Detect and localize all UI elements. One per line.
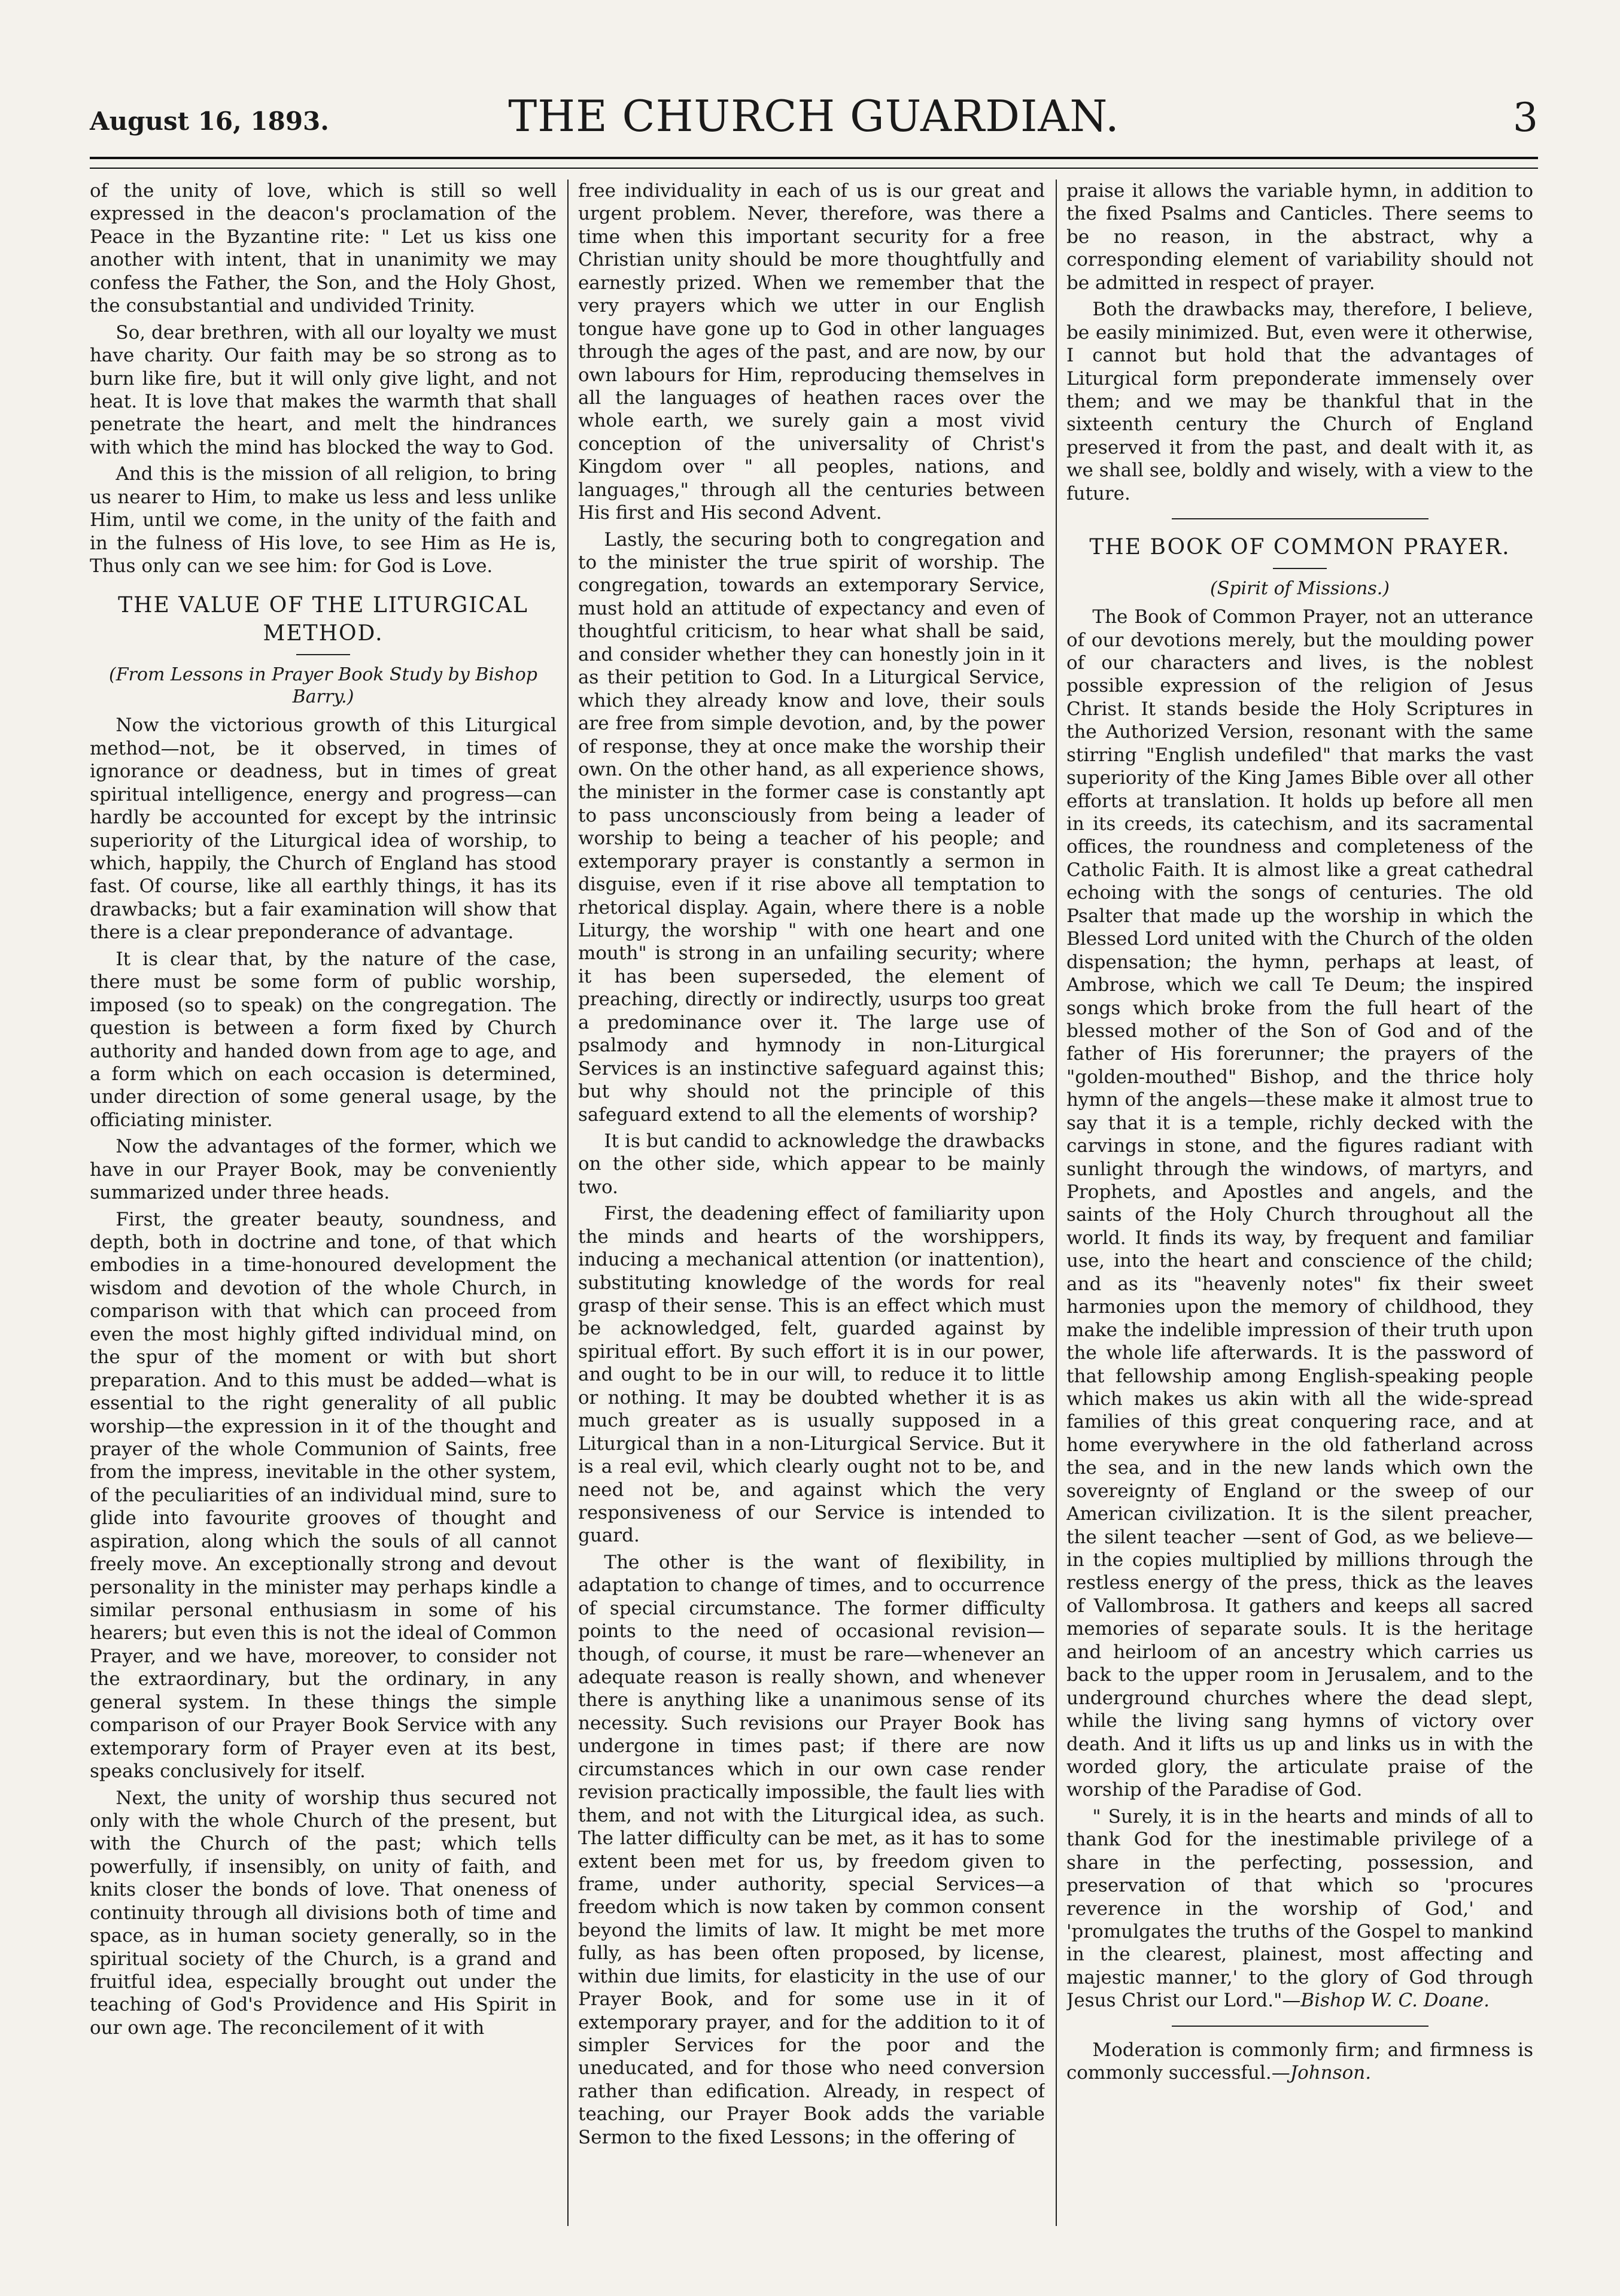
column-1 xyxy=(90,180,557,2238)
quote-attribution: Bishop W. C. Doane. xyxy=(1300,1990,1490,2012)
paragraph: The other is the want of flexibility, in adaptation to change of times, and to occurrence of special circumstance. The former difficulty points to the need of occasional revision—though, of course, it must be rare—whenever an adequate reason is really shown, and whenever there is anything like a unanimous sense of its necessity. Such revisions our Prayer Book has undergone in times past; if there are now circumstances which in our own case render revision practically impossible, the fault lies with them, and not with the Liturgical idea, as such. The latter difficulty can be met, as it has to some extent been met for us, by freedom given to frame, under authority, special Services—a freedom which is now taken by common consent beyond the limits of law. It might be met more fully, as has been often proposed, by license, within due limits, for elasticity in the use of our Prayer Book, and for some use in it of extemporary prayer, and for the addition to it of simpler Services for the poor and the uneducated, and for those who need conversion rather than edification. Already, in respect of teaching, our Prayer Book adds the variable Sermon to the fixed Lessons; in the offering of xyxy=(578,1551,1045,2148)
paragraph: First, the deadening effect of familiarity upon the minds and hearts of the worshippers, inducing a mechanical attention (or inattention), substituting knowledge of the words for real grasp of their sense. This is an effect which must be acknowledged, felt, guarded against by spiritual effort. By such effort it is in our power, and ought to be in our will, to reduce it to little or nothing. It may be doubted whether it is as much greater as is usually supposed in a Liturgical than in a non-Liturgical Service. But it is a real evil, which clearly ought not to be, and need not be, and against which the very responsiveness of our Service is intended to guard. xyxy=(578,1203,1045,1547)
column-2 xyxy=(578,180,1045,2238)
paragraph: It is but candid to acknowledge the drawbacks on the other side, which appear to be mainly two. xyxy=(578,1130,1045,1198)
paragraph xyxy=(1066,1805,1533,2012)
paragraph: First, the greater beauty, soundness, and depth, both in doctrine and tone, of that which embodies in a time-honoured development the wisdom and devotion of the whole Church, in comparison with that which can proceed from even the most highly gifted individual mind, on the spur of the moment or with but short preparation. And to this must be added—what is essential to the right generality of all public worship—the expression in it of the thought and prayer of the whole Communion of Saints, free from the impress, inevitable in the other system, of the peculiarities of an individual mind, sure to glide into favourite grooves of thought and aspiration, along which the souls of all cannot freely move. An exceptionally strong and devout personality in the minister may perhaps kindle a similar personal enthusiasm in some of his hearers; but even this is not the ideal of Common Prayer, and we have, moreover, to consider not the extraordinary, but the ordinary, in any general system. In these things the simple comparison of our Prayer Book Service with any extemporary form of Prayer even at its best, speaks conclusively for itself. xyxy=(90,1208,557,1783)
heading-rule xyxy=(296,654,350,655)
article-columns xyxy=(90,180,1538,2238)
issue-date: August 16, 1893. xyxy=(90,107,329,136)
section-rule xyxy=(1172,518,1428,519)
newspaper-title: THE CHURCH GUARDIAN. xyxy=(508,91,1120,141)
masthead xyxy=(90,90,1538,150)
paragraph: It is clear that, by the nature of the case, there must be some form of public worship, imposed (so to speak) on the congregation. The question is between a form fixed by Church authority and handed down from age to age, and a form which on each occasion is determined, under direction of some general usage, by the officiating minister. xyxy=(90,948,557,1131)
paragraph: Lastly, the securing both to congregation and to the minister the true spirit of worship. The congregation, towards an extemporary Service, must hold an attitude of expectancy and even of thoughtful criticism, to hear what shall be said, and consider whether they can honestly join in it as their petition to God. In a Liturgical Service, which they already know and love, their souls are free from simple devotion, and, by the power of response, they at once make the worship their own. On the other hand, as all experience shows, the minister in the former case is constantly apt to pass unconsciously from being a leader of worship to being a teacher of his people; and extemporary prayer is constantly a sermon in disguise, even if it rise above all temptation to rhetorical display. Again, where there is a noble Liturgy, the worship " with one heart and one mouth" is strong in an unfailing security; where it has been superseded, the element of preaching, directly or indirectly, usurps too great a predominance over it. The large use of psalmody and hymnody in non-Liturgical Services is an instinctive safeguard against this; but why should not the principle of this safeguard extend to all the elements of worship? xyxy=(578,528,1045,1126)
column-3 xyxy=(1066,180,1533,2238)
paragraph: Now the victorious growth of this Liturgical method—not, be it observed, in times of ignorance or deadness, but in times of great spiritual intelligence, energy and progress—can hardly be accounted for except by the intrinsic superiority of the Liturgical idea of worship, to which, happily, the Church of England has stood fast. Of course, like all earthly things, it has its drawbacks; but a fair examination will show that there is a clear preponderance of advantage. xyxy=(90,714,557,944)
paragraph: free individuality in each of us is our great and urgent problem. Never, therefore, was there a time when this important security for a free Christian unity should be more thoughtfully and earnestly prized. When we remember that the very prayers which we utter in our English tongue have gone up to God in other languages through the ages of the past, and are now, by our own labours for Him, reproducing themselves in all the languages of heathen races over the whole earth, we surely gain a most vivid conception of the universality of Christ's Kingdom over " all peoples, nations, and languages," through all the centuries between His first and His second Advent. xyxy=(578,180,1045,524)
paragraph: of the unity of love, which is still so well expressed in the deacon's proclamation of the Peace in the Byzantine rite: " Let us kiss one another with intent, that in unanimity we may confess the Father, the Son, and the Holy Ghost, the consubstantial and undivided Trinity. xyxy=(90,180,557,317)
paragraph: The Book of Common Prayer, not an utterance of our devotions merely, but the moulding power of our characters and lives, is the noblest possible expression of the religion of Jesus Christ. It stands beside the Holy Scriptures in the Authorized Version, resonant with the same stirring "English undefiled" that marks the vast superiority of the King James Bible over all other efforts at translation. It holds up before all men in its creeds, its catechism, and its sacramental offices, the roundness and completeness of the Catholic Faith. It is almost like a great cathedral echoing with the songs of centuries. The old Psalter that made up the worship in which the Blessed Lord united with the Church of the olden dispensation; the hymn, perhaps at least, of Ambrose, which we call Te Deum; the inspired songs which broke from the full heart of the blessed mother of the Son of God and of the father of His forerunner; the prayers of the "golden-mouthed" Bishop, and the thrice holy hymn of the angels—these make it almost true to say that it is a temple, richly decked with the carvings in stone, and the figures radiant with sunlight through the windows, of martyrs, and Prophets, and Apostles and angels, and the saints of the Holy Church throughout all the world. It finds its way, by frequent and familiar use, into the heart and conscience of the child; and as its "heavenly notes" fix their sweet harmonies upon the memory of childhood, they make the indelible impression of their truth upon the whole life afterwards. It is the password of that fellowship among English-speaking people which makes us akin with all the wide-spread families of this great conquering race, and at home everywhere in the old fatherland across the sea, and in the new lands which own the sovereignty of England or the sweep of our American civilization. It is the silent preacher, the silent teacher —sent of God, as we believe—in the copies multiplied by millions through the restless energy of the press, thick as the leaves of Vallombrosa. It gathers and keeps all sacred memories of separate souls. It is the heritage and heirloom of an ancestry which carries us back to the upper room in Jerusalem, and to the underground churches where the dead slept, while the living sang hymns of victory over death. And it lifts us up and links us in with the worded glory, the articulate praise of the worship of the Paradise of God. xyxy=(1066,606,1533,1801)
motto xyxy=(1066,2039,1533,2085)
article-source: (From Lessons in Prayer Book Study by Bishop Barry.) xyxy=(109,664,537,708)
masthead-rule xyxy=(90,157,1538,169)
paragraph: Both the drawbacks may, therefore, I believe, be easily minimized. But, even were it otherwise, I cannot but hold that the advantages of Liturgical form preponderate immensely over them; and we may be thankful that in the sixteenth century the Church of England preserved it from the past, and dealt with it, as we shall see, boldly and wisely, with a view to the future. xyxy=(1066,299,1533,504)
section-rule xyxy=(1172,2026,1428,2027)
paragraph: So, dear brethren, with all our loyalty we must have charity. Our faith may be so strong as to burn like fire, but it will only give light, and not heat. It is love that makes the warmth that shall penetrate the heart, and melt the hindrances with which the mind has blocked the way to God. xyxy=(90,321,557,458)
article-heading: THE BOOK OF COMMON PRAYER. xyxy=(1089,535,1510,560)
newspaper-page xyxy=(90,90,1538,2244)
article-source: (Spirit of Missions.) xyxy=(1210,577,1390,599)
motto-attribution: Johnson. xyxy=(1290,2062,1372,2084)
paragraph: Now the advantages of the former, which we have in our Prayer Book, may be conveniently summarized under three heads. xyxy=(90,1136,557,1204)
paragraph: And this is the mission of all religion, to bring us nearer to Him, to make us less and less unlike Him, until we come, in the unity of the faith and in the fulness of His love, to see Him as He is, Thus only can we see him: for God is Love. xyxy=(90,463,557,577)
motto-text: Moderation is commonly firm; and firmness is commonly successful.— xyxy=(1066,2039,1533,2084)
paragraph: praise it allows the variable hymn, in addition to the fixed Psalms and Canticles. There seems to be no reason, in the abstract, why a corresponding element of variability should not be admitted in respect of prayer. xyxy=(1066,180,1533,294)
article-heading: THE VALUE OF THE LITURGICAL METHOD. xyxy=(118,593,528,646)
page-number: 3 xyxy=(1513,95,1538,141)
paragraph: Next, the unity of worship thus secured not only with the whole Church of the present, but with the Church of the past; which tells powerfully, if insensibly, on unity of faith, and knits closer the bonds of love. That oneness of continuity through all divisions both of time and space, as in human society generally, so in the spiritual society of the Church, is a grand and fruitful idea, especially brought out under the teaching of God's Providence and His Spirit in our own age. The reconcilement of it with xyxy=(90,1787,557,2039)
heading-rule xyxy=(1273,568,1327,569)
quote-text: " Surely, it is in the hearts and minds of all to thank God for the inestimable privilege of a share in the perfecting, possession, and preservation of that which so 'procures reverence in the worship of God,' and 'promulgates the truths of the Gospel to mankind in the clearest, plainest, most affecting and majestic manner,' to the glory of God through Jesus Christ our Lord."— xyxy=(1066,1805,1533,2012)
